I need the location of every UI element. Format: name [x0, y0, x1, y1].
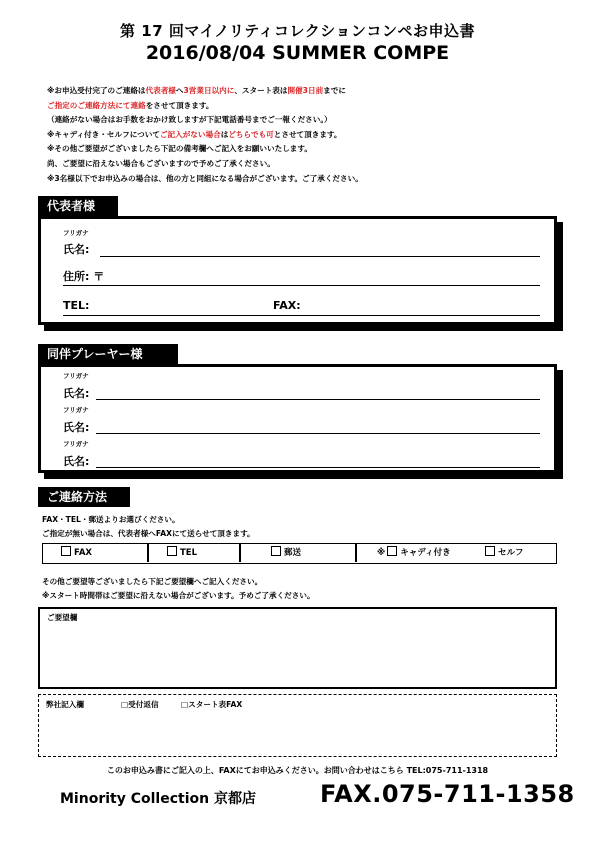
companions-box — [38, 364, 557, 473]
notice-line-4 — [47, 128, 567, 143]
notice-highlight: 代表者様 — [145, 86, 176, 95]
notice-text: までに — [323, 86, 346, 95]
rep-address-label: 住所: 〒 — [63, 270, 105, 283]
office-use-label: 弊社記入欄 — [46, 700, 84, 709]
companion-2-name-field[interactable] — [96, 433, 540, 434]
caddie-note-mark: ※ — [377, 548, 386, 558]
companion-1-furigana: フリガナ — [63, 372, 89, 380]
notice-text: は — [220, 129, 229, 139]
contact-note-2: ご指定が無い場合は、代表者様へFAXにて送らせて頂きます。 — [42, 529, 255, 538]
companion-2-name-label: 氏名: — [63, 421, 90, 434]
rep-tel-label: TEL: — [63, 299, 90, 312]
companion-3-name-label: 氏名: — [63, 455, 90, 468]
rep-tel-fax-field[interactable] — [63, 315, 540, 316]
caddie-checkbox[interactable] — [387, 546, 397, 556]
companion-3-furigana: フリガナ — [63, 440, 89, 448]
self-option-label: セルフ — [498, 548, 524, 558]
notice-line-5: ※その他ご要望がございましたら下記の備考欄へご記入をお願いいたします。 — [47, 144, 312, 154]
notice-line-6: 尚、ご要望に沿えない場合もございますので予めご了承ください。 — [47, 158, 275, 168]
notice-text: ※お申込受付完了のご連絡は — [47, 86, 146, 95]
rep-name-field[interactable] — [100, 256, 540, 257]
divider — [147, 544, 149, 562]
contact-option-mail[interactable] — [271, 544, 301, 562]
mail-checkbox[interactable] — [271, 546, 281, 556]
form-title: 第 17 回マイノリティコレクションコンペお申込書 — [120, 22, 475, 40]
requests-note-2: ※スタート時間帯はご要望に沿えない場合がございます。予めご了承ください。 — [42, 591, 315, 600]
contact-option-tel[interactable] — [167, 544, 197, 562]
notice-text: ※キャディ付き・セルフについて — [47, 129, 160, 139]
notice-highlight: ご指定のご連絡方法にて連絡 — [47, 100, 146, 110]
divider — [239, 544, 241, 562]
office-check-start-fax: □スタート表FAX — [181, 700, 243, 709]
divider — [355, 544, 357, 562]
notice-highlight: 3営業日以内に — [183, 86, 235, 95]
mail-option-label: 郵送 — [284, 548, 302, 558]
fax-option-label: FAX — [74, 548, 92, 558]
requests-box[interactable] — [38, 607, 557, 689]
notice-line-2 — [47, 99, 567, 114]
office-check-reply: □受付返信 — [121, 700, 159, 709]
office-use-box — [38, 694, 557, 757]
notice-line-1 — [47, 84, 567, 99]
fax-number: FAX.075-711-1358 — [320, 780, 575, 808]
notice-highlight: どちらでも可 — [228, 129, 274, 139]
contact-options-row — [42, 543, 557, 564]
notice-line-3: （連絡がない場合はお手数をおかけ致しますが下記電話番号までご一報ください。） — [47, 115, 332, 125]
tel-checkbox[interactable] — [167, 546, 177, 556]
companion-3-name-field[interactable] — [96, 467, 540, 468]
self-option[interactable] — [485, 544, 524, 562]
rep-furigana-label: フリガナ — [63, 229, 89, 237]
notice-line-7: ※3名様以下でお申込みの場合は、他の方と同組になる場合がございます。ご了承ください。 — [47, 173, 363, 183]
rep-fax-label: FAX: — [273, 299, 301, 312]
companion-1-name-field[interactable] — [96, 399, 540, 400]
rep-section-heading: 代表者様 — [38, 196, 118, 216]
contact-option-fax[interactable] — [61, 544, 92, 562]
footer-note: このお申込み書にご記入の上、FAXにてお申込みください。お問い合わせはこちら TEL:075-711-1318 — [106, 766, 489, 775]
notice-text: へ — [175, 86, 184, 95]
requests-note-1: その他ご要望等ございましたら下記ご要望欄へご記入ください。 — [42, 577, 263, 586]
form-subtitle: 2016/08/04 SUMMER COMPE — [145, 42, 450, 64]
rep-name-label: 氏名: — [63, 243, 90, 256]
contact-section-heading: ご連絡方法 — [38, 487, 130, 507]
shop-name: Minority Collection 京都店 — [60, 791, 256, 807]
requests-box-label: ご要望欄 — [47, 613, 78, 622]
self-checkbox[interactable] — [485, 546, 495, 556]
notice-text: とさせて頂きます。 — [273, 129, 342, 139]
tel-option-label: TEL — [180, 548, 198, 558]
notice-text: をさせて頂きます。 — [145, 100, 214, 110]
notice-text: 、スタート表は — [234, 86, 288, 95]
fax-checkbox[interactable] — [61, 546, 71, 556]
rep-address-field[interactable] — [63, 285, 540, 286]
notice-highlight: 開催3日前 — [287, 86, 324, 95]
companion-2-furigana: フリガナ — [63, 406, 89, 414]
notice-block — [47, 84, 567, 186]
contact-note-1: FAX・TEL・郵送よりお選びください。 — [42, 515, 180, 524]
notice-highlight: ご記入がない場合 — [159, 129, 221, 139]
companions-section-heading: 同伴プレーヤー様 — [38, 344, 178, 364]
caddie-option[interactable] — [377, 544, 451, 562]
companion-1-name-label: 氏名: — [63, 387, 90, 400]
caddie-option-label: キャディ付き — [400, 548, 451, 558]
